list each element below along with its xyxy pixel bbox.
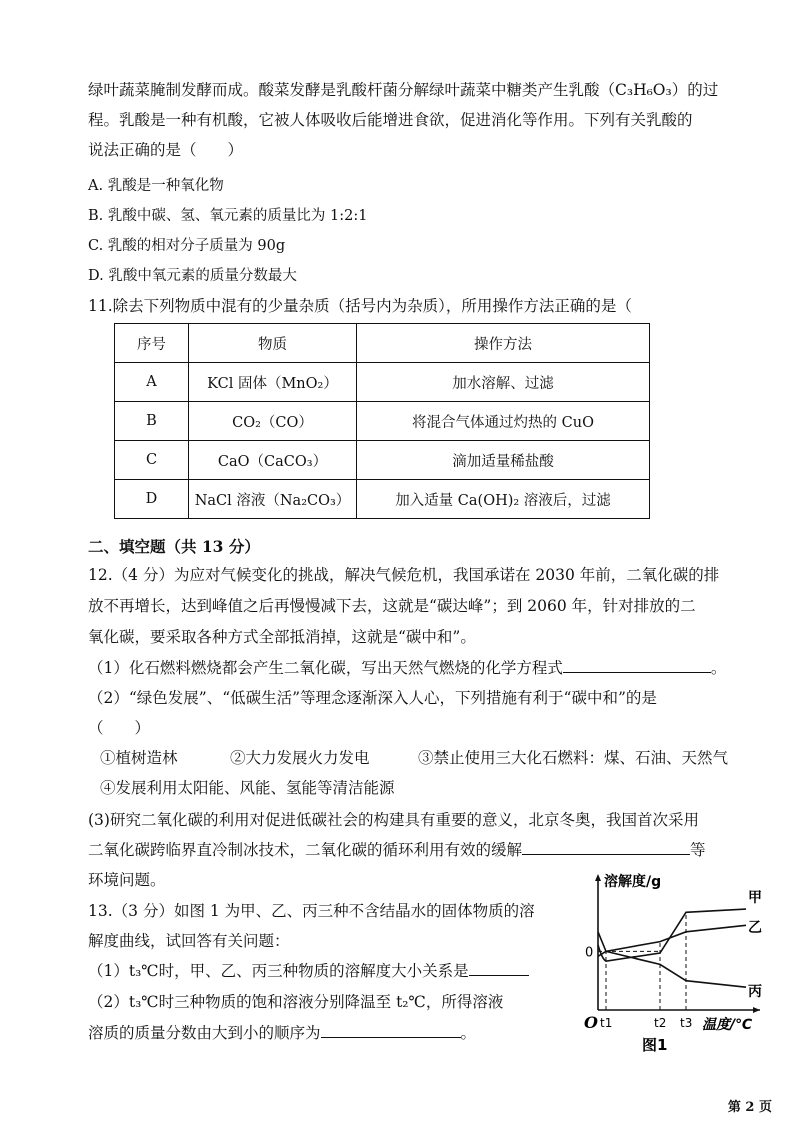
- cell-index: A: [115, 363, 189, 402]
- q12-part2-paren: （ ）: [88, 719, 151, 737]
- q11-table: [114, 323, 650, 519]
- q10-line2: 程。乳酸是一种有机酸，它被人体吸收后能增进食欲，促进消化等作用。下列有关乳酸的: [88, 111, 693, 129]
- answer-blank[interactable]: [522, 840, 690, 855]
- q13-part3: [88, 1021, 476, 1043]
- q12-part3-text: 二氧化碳跨临界直冷制冰技术，二氧化碳的循环利用有效的缓解: [88, 841, 523, 859]
- q10-option-b: B. 乳酸中碳、氢、氧元素的质量比为 1:2:1: [88, 208, 368, 224]
- chart-title: 图1: [642, 1036, 668, 1054]
- y-tick-label: 0: [585, 945, 594, 961]
- q13-part3-text: 溶质的质量分数由大到小的顺序为: [88, 1024, 321, 1042]
- q12-part3-end: 等: [690, 841, 706, 859]
- header-index: 序号: [115, 324, 189, 363]
- x-tick-label: t3: [680, 1016, 693, 1030]
- measure-1: ①植树造林: [100, 749, 178, 767]
- q12-line2: 放不再增长，达到峰值之后再慢慢减下去，这就是“碳达峰”；到 2060 年，针对排放的二: [88, 597, 696, 615]
- cell-index: B: [115, 402, 189, 441]
- solubility-chart: [576, 868, 772, 1058]
- q13-line2: 解度曲线，试回答有关问题：: [88, 932, 290, 950]
- q12-part1: [88, 656, 726, 678]
- table-row: [115, 480, 650, 519]
- cell-index: D: [115, 480, 189, 519]
- q13-line1: 13.（3 分）如图 1 为甲、乙、丙三种不含结晶水的固体物质的溶: [88, 902, 535, 920]
- measure-2: ②大力发展火力发电: [230, 749, 370, 767]
- x-axis-arrow: [753, 1007, 760, 1013]
- x-tick-label: t1: [600, 1016, 613, 1030]
- cell-index: C: [115, 441, 189, 480]
- q12-part3-line3: 环境问题。: [88, 871, 166, 889]
- series-label: 甲: [748, 890, 762, 906]
- q11-stem: 11.除去下列物质中混有的少量杂质（括号内为杂质），所用操作方法正确的是（: [88, 297, 632, 315]
- chart-svg: [576, 868, 772, 1058]
- cell-substance: CaO（CaCO₃）: [189, 441, 357, 480]
- table-row: [115, 363, 650, 402]
- q12-line1: 12.（4 分）为应对气候变化的挑战，解决气候危机，我国承诺在 2030 年前，二氧化碳的排: [88, 566, 720, 584]
- answer-blank[interactable]: [563, 658, 711, 673]
- answer-blank[interactable]: [321, 1023, 461, 1038]
- q10-option-d: D. 乳酸中氧元素的质量分数最大: [88, 268, 297, 284]
- q12-line3: 氧化碳，要采取各种方式全部抵消掉，这就是“碳中和”。: [88, 628, 476, 646]
- cell-method: 滴加适量稀盐酸: [357, 441, 650, 480]
- q13-part1: [88, 959, 529, 981]
- series-label: 丙: [748, 984, 762, 1000]
- q12-part1-end: 。: [710, 659, 727, 677]
- q13-part3-end: 。: [460, 1024, 477, 1042]
- cell-substance: NaCl 溶液（Na₂CO₃）: [189, 480, 357, 519]
- page-number: 第 2 页: [727, 1100, 772, 1115]
- cell-method: 加水溶解、过滤: [357, 363, 650, 402]
- q12-part2: （2）“绿色发展”、“低碳生活”等理念逐渐深入人心，下列措施有利于“碳中和”的是: [88, 689, 657, 707]
- series-label: 乙: [748, 920, 762, 936]
- table-row: [115, 402, 650, 441]
- q13-part1-text: （1）t₃℃时，甲、乙、丙三种物质的溶解度大小关系是: [88, 962, 469, 980]
- q13-part2: （2）t₃℃时三种物质的饱和溶液分别降温至 t₂℃，所得溶液: [88, 993, 504, 1011]
- measure-4: ④发展利用太阳能、风能、氢能等清洁能源: [100, 779, 395, 797]
- y-axis-label: 溶解度/g: [604, 874, 662, 890]
- q10-line3: 说法正确的是（ ）: [88, 141, 244, 159]
- table-row: [115, 441, 650, 480]
- q10-line1: 绿叶蔬菜腌制发酵而成。酸菜发酵是乳酸杆菌分解绿叶蔬菜中糖类产生乳酸（C₃H₆O₃）的过: [88, 81, 719, 99]
- origin-label: O: [584, 1013, 598, 1032]
- section-title: 二、填空题（共 13 分）: [88, 537, 260, 556]
- x-tick-label: t2: [654, 1016, 667, 1030]
- cell-substance: CO₂（CO）: [189, 402, 357, 441]
- q12-part1-text: （1）化石燃料燃烧都会产生二氧化碳，写出天然气燃烧的化学方程式: [88, 659, 563, 677]
- header-method: 操作方法: [357, 324, 650, 363]
- q10-option-c: C. 乳酸的相对分子质量为 90g: [88, 238, 286, 254]
- header-substance: 物质: [189, 324, 357, 363]
- series-line-1: [598, 909, 746, 961]
- measure-3: ③禁止使用三大化石燃料：煤、石油、天然气: [418, 749, 729, 767]
- cell-substance: KCl 固体（MnO₂）: [189, 363, 357, 402]
- q12-part3-line2: [88, 838, 706, 860]
- answer-blank[interactable]: [469, 961, 529, 976]
- y-axis-arrow: [595, 874, 601, 881]
- q12-part3-line1: (3)研究二氧化碳的利用对促进低碳社会的构建具有重要的意义，北京冬奥，我国首次采用: [88, 811, 699, 829]
- cell-method: 将混合气体通过灼热的 CuO: [357, 402, 650, 441]
- q10-option-a: A. 乳酸是一种氧化物: [88, 178, 224, 194]
- table-header-row: [115, 324, 650, 363]
- x-axis-label: 温度/℃: [702, 1017, 753, 1033]
- cell-method: 加入适量 Ca(OH)₂ 溶液后，过滤: [357, 480, 650, 519]
